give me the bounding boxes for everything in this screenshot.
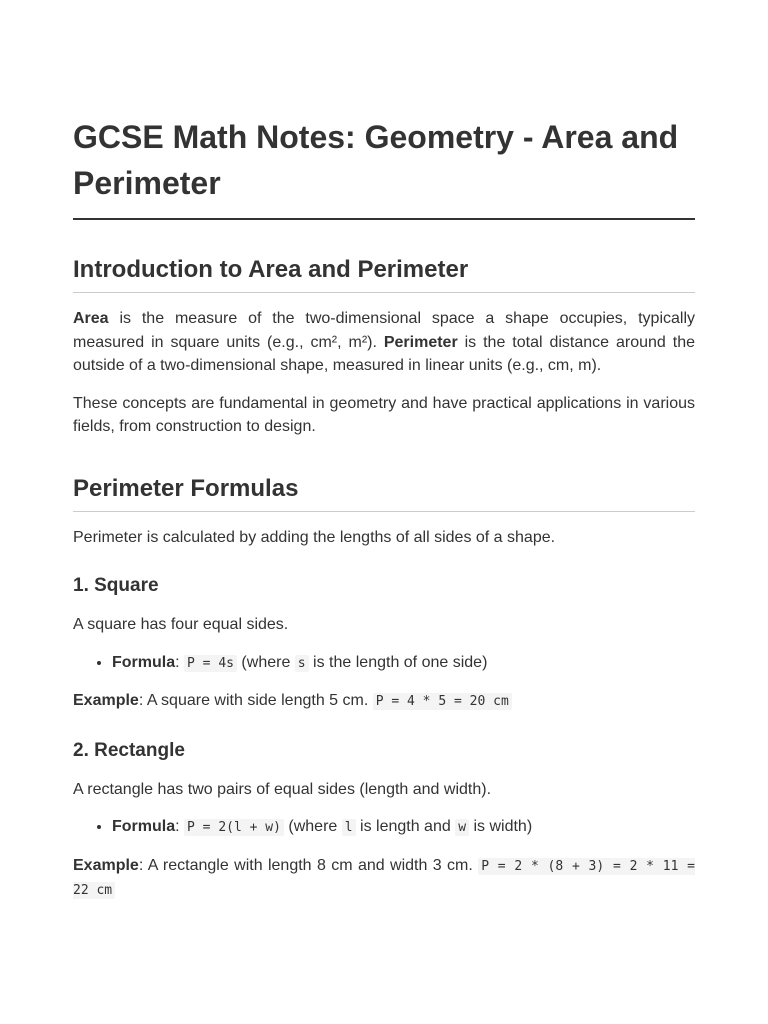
perimeter-term: Perimeter <box>383 333 458 351</box>
formula-label: Formula <box>112 653 176 671</box>
rectangle-description: A rectangle has two pairs of equal sides (length and width). <box>73 780 492 798</box>
square-formula-list <box>73 651 695 676</box>
perimeter-definition: is the total distance around the outside of a two-dimensional shape, measured in linear units (e.g., cm, m). <box>73 333 695 374</box>
rectangle-example <box>73 854 695 903</box>
intro-paragraph-1 <box>73 307 695 378</box>
rectangle-example-code: P = 2 * (8 + 3) = 2 * 11 = 22 cm <box>73 858 695 898</box>
square-example <box>73 689 695 714</box>
example-label: Example <box>73 856 139 874</box>
formula-note-middle: is length and <box>355 818 456 835</box>
formula-separator: : <box>175 818 185 835</box>
list-item <box>112 651 695 676</box>
page-title: GCSE Math Notes: Geometry - Area and Perimeter <box>73 114 695 220</box>
perimeter-heading: Perimeter Formulas <box>73 473 695 512</box>
intro-paragraph-2: These concepts are fundamental in geometry and have practical applications in various fields, from construction to design. <box>73 394 695 435</box>
example-label: Example <box>73 692 139 709</box>
area-definition: is the measure of the two-dimensional space a shape occupies, typically measured in square units (e.g., cm², m²). <box>73 310 695 351</box>
formula-note-start: (where <box>283 818 342 835</box>
example-text: : A rectangle with length 8 cm and width 3 cm. <box>138 856 479 874</box>
formula-note-start: (where <box>236 653 295 671</box>
square-description: A square has four equal sides. <box>73 616 289 633</box>
square-formula-code: P = 4s <box>184 655 237 672</box>
square-example-code: P = 4 * 5 = 20 cm <box>373 693 512 710</box>
example-text: : A square with side length 5 cm. <box>138 692 373 709</box>
formula-note-end: is the length of one side) <box>308 653 488 671</box>
variable-code: l <box>342 819 356 836</box>
perimeter-intro: Perimeter is calculated by adding the lengths of all sides of a shape. <box>73 528 556 546</box>
variable-code: s <box>295 655 309 672</box>
rectangle-formula-list <box>73 815 695 840</box>
variable-code: w <box>455 819 469 836</box>
square-heading: 1. Square <box>73 575 159 596</box>
formula-separator: : <box>175 653 185 671</box>
rectangle-formula-code: P = 2(l + w) <box>184 819 284 836</box>
formula-label: Formula <box>112 818 176 835</box>
area-term: Area <box>73 310 109 327</box>
formula-note-end: is width) <box>469 818 533 835</box>
list-item <box>112 815 695 840</box>
rectangle-heading: 2. Rectangle <box>73 739 185 761</box>
intro-heading: Introduction to Area and Perimeter <box>73 254 695 293</box>
